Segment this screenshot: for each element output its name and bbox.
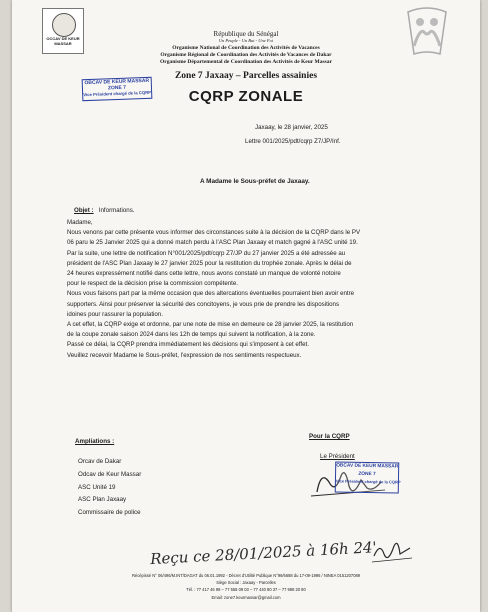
ampliation-item: ASC Unité 19 (78, 483, 116, 491)
letter-date: Jaxaay, le 28 janvier, 2025 (255, 124, 328, 131)
signature-stamp (335, 461, 400, 493)
body-line: A cet effet, la CQRP exige et ordonne, par une note de mise en demeure ce 28 janvier 2025, la restitution (67, 321, 354, 329)
zone-title: Zone 7 Jaxaay – Parcelles assainies (174, 71, 318, 81)
footer-phones: Tél. : 77 417 46 98 – 77 558 09 03 – 77 440 80 37 – 77 988 20 80 (186, 587, 306, 592)
addressee: A Madame le Sous-préfet de Jaxaay. (200, 178, 310, 185)
footer-email: Email: zone7.keurmassar@gmail.com (211, 595, 281, 600)
stamp-line-1: OBCAV DE KEUR MASSAR (84, 77, 150, 87)
body-line: président de l'ASC Plan Jaxaay le 27 janvier 2025 pour la restitution du trophée zonale. Après le délai de (67, 259, 352, 267)
footer-address: Siège Social : Jaxaay - Parcelles (216, 580, 276, 585)
body-line: idoines pour rassurer la population. (67, 310, 163, 318)
ampliations-list (78, 456, 141, 520)
org-departmental: Organisme Départemental de Coordination des Activités de Keur Massar (160, 59, 332, 65)
logo-left-text: OCCAV DE KEUR MASSAR (46, 36, 80, 46)
footer-registration: Récépissé N° 06/496/M.INT/DAGAT du 06.01.1992 - Décret d'Utilité Publique N°96/6688 du 17-09-1996 / NINEA 0151207089 (131, 573, 361, 578)
letter-body (67, 218, 437, 361)
signature-title: Pour la CQRP (309, 433, 350, 440)
page-title: CQRP ZONALE (188, 88, 304, 105)
stamp-line-1: OBCAV DE KEUR MASSAR (336, 463, 399, 470)
signatory-title: Le Président (320, 453, 355, 460)
body-line: 06 paru le 25 Janvier 2025 qui a donné match perdu à l'ASC Plan Jaxaay et match gagné à l'ASC unité 19. (67, 239, 358, 247)
body-line: pour le respect de la décision prise la commission compétente. (67, 280, 238, 288)
body-line: Madame, (67, 219, 93, 226)
body-line: Par la suite, une lettre de notification N°001/2025/pdt/cqrp Z7/JP du 27 janvier 2025 a été adressée au (67, 249, 346, 257)
ampliation-item: ASC Plan Jaxaay (78, 496, 127, 504)
body-line: Nous venons par cette présente vous informer des circonstances suite à la décision de la CQRP dans le PV (67, 229, 361, 237)
body-line: Nous vous faisons part par la même occasion que des altercations éventuelles pourraient bien avoir entre (67, 290, 355, 298)
receipt-signature (370, 536, 414, 566)
handwritten-receipt (146, 532, 396, 570)
ampliation-item: Commissaire de police (78, 509, 141, 517)
letter-reference: Lettre 001/2025/pdt/cqrp Z7/JP/Inf. (245, 138, 341, 145)
stamp-line-3: Vice Président chargé de la CQRP (335, 478, 401, 485)
letter-page (12, 0, 480, 612)
ampliations-title: Ampliations : (75, 438, 115, 445)
body-line: supporters. Ainsi pour préserver la sécurité des concitoyens, je vous prie de prendre les dispositions (67, 300, 340, 308)
object-label: Objet : (74, 207, 94, 214)
ampliation-item: Orcav de Dakar (78, 458, 122, 465)
org-national: Organisme National de Coordination des Activités de Vacances (172, 45, 320, 51)
stamp-line-2: ZONE 7 (358, 471, 376, 478)
republic-title: République du Sénégal (213, 30, 279, 38)
body-line: 24 heures expressément notifié dans cette lettre, nous avons constaté un manque de volonté notoire (67, 270, 341, 278)
national-motto: Un Peuple - Un But - Une Foi (218, 38, 274, 43)
body-line: Passé ce délai, la CQRP prendra immédiatement les décisions qui s'imposent à cet effet. (67, 341, 309, 349)
letter-object (74, 206, 135, 216)
vice-president-stamp (82, 77, 153, 101)
receipt-text: Reçu ce 28/01/2025 à 16h 24' (149, 538, 378, 569)
object-value: Informations. (98, 207, 135, 214)
stamp-line-3: Vice Président chargé de la CQRP (83, 89, 152, 98)
body-line: de la coupe zonale saison 2024 dans les 12h de temps qui suivent la notification, à la zone. (67, 331, 316, 339)
ampliation-item: Odcav de Keur Massar (78, 470, 142, 478)
body-line: Veuillez recevoir Madame le Sous-préfet, l'expression de nos sentiments respectueux. (67, 351, 302, 359)
org-regional: Organisme Régional de Coordination des Activités de Vacances de Dakar (160, 52, 332, 58)
stamp-line-2: ZONE 7 (107, 84, 127, 92)
